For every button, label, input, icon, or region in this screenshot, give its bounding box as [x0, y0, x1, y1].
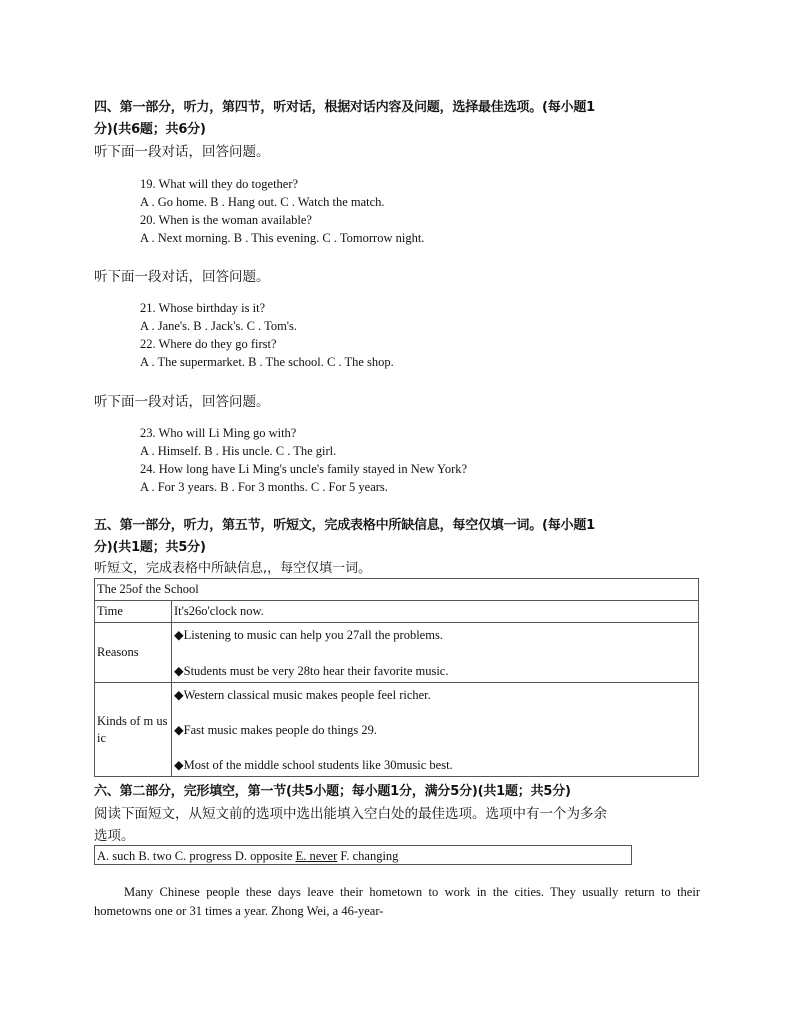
question-22: 22. Where do they go first?	[140, 337, 277, 351]
options-box	[94, 845, 632, 865]
table-row	[95, 579, 699, 601]
reason-item: ◆Students must be very 28to hear their favorite music.	[174, 663, 449, 678]
options-text-rest: F. changing	[337, 849, 399, 863]
reasons-cell	[172, 623, 699, 683]
reasons-label: Reasons	[95, 623, 172, 683]
table-row	[95, 623, 699, 683]
question-23: 23. Who will Li Ming go with?	[140, 426, 297, 440]
section6-intro-line1: 阅读下面短文，从短文前的选项中选出能填入空白处的最佳选项。选项中有一个为多余	[94, 806, 607, 822]
time-label: Time	[95, 601, 172, 623]
options-23: A . Himself. B . His uncle. C . The girl.	[140, 444, 337, 458]
passage-paragraph: Many Chinese people these days leave their hometown to work in the cities. They usually return to their hometowns one or 31 times a year. Zhong Wei, a 46-year-	[94, 885, 700, 918]
reason-item: ◆Listening to music can help you 27all the problems.	[174, 627, 443, 642]
section5-title-line1: 五、第一部分，听力，第五节，听短文，完成表格中所缺信息，每空仅填一词。(每小题1	[94, 518, 595, 533]
options-text: A. such B. two C. progress D. opposite	[97, 849, 296, 863]
info-table	[94, 578, 699, 777]
kind-item: ◆Fast music makes people do things 29.	[174, 722, 377, 737]
kind-item: ◆Western classical music makes people feel richer.	[174, 687, 431, 702]
kinds-label: Kinds of m usic	[95, 683, 172, 777]
time-value: It's26o'clock now.	[172, 601, 699, 623]
table-row	[95, 601, 699, 623]
section6-intro-line2: 选项。	[94, 828, 135, 844]
dialog-3-intro: 听下面一段对话，回答问题。	[94, 394, 270, 410]
kinds-cell	[172, 683, 699, 777]
options-19: A . Go home. B . Hang out. C . Watch the match.	[140, 195, 385, 209]
question-20: 20. When is the woman available?	[140, 213, 312, 227]
kind-item: ◆Most of the middle school students like 30music best.	[174, 757, 453, 772]
question-19: 19. What will they do together?	[140, 177, 299, 191]
options-20: A . Next morning. B . This evening. C . Tomorrow night.	[140, 231, 425, 245]
section4-title-line2: 分)(共6题；共6分)	[94, 122, 206, 137]
options-22: A . The supermarket. B . The school. C . The shop.	[140, 355, 394, 369]
section5-title-line2: 分)(共1题；共5分)	[94, 540, 206, 555]
dialog-2-intro: 听下面一段对话，回答问题。	[94, 269, 270, 285]
question-21: 21. Whose birthday is it?	[140, 301, 266, 315]
options-21: A . Jane's. B . Jack's. C . Tom's.	[140, 319, 298, 333]
table-row	[95, 683, 699, 777]
table-header: The 25of the School	[95, 579, 699, 601]
question-24: 24. How long have Li Ming's uncle's family stayed in New York?	[140, 462, 468, 476]
options-24: A . For 3 years. B . For 3 months. C . For 5 years.	[140, 480, 388, 494]
option-e-underlined: E. never	[295, 849, 338, 863]
dialog-1-intro: 听下面一段对话，回答问题。	[94, 144, 270, 160]
section5-intro: 听短文，完成表格中所缺信息,，每空仅填一词。	[94, 561, 372, 576]
section6-title: 六、第二部分，完形填空，第一节(共5小题；每小题1分，满分5分)(共1题；共5分)	[94, 784, 571, 799]
section4-title-line1: 四、第一部分，听力，第四节，听对话，根据对话内容及问题，选择最佳选项。(每小题1	[94, 100, 595, 115]
